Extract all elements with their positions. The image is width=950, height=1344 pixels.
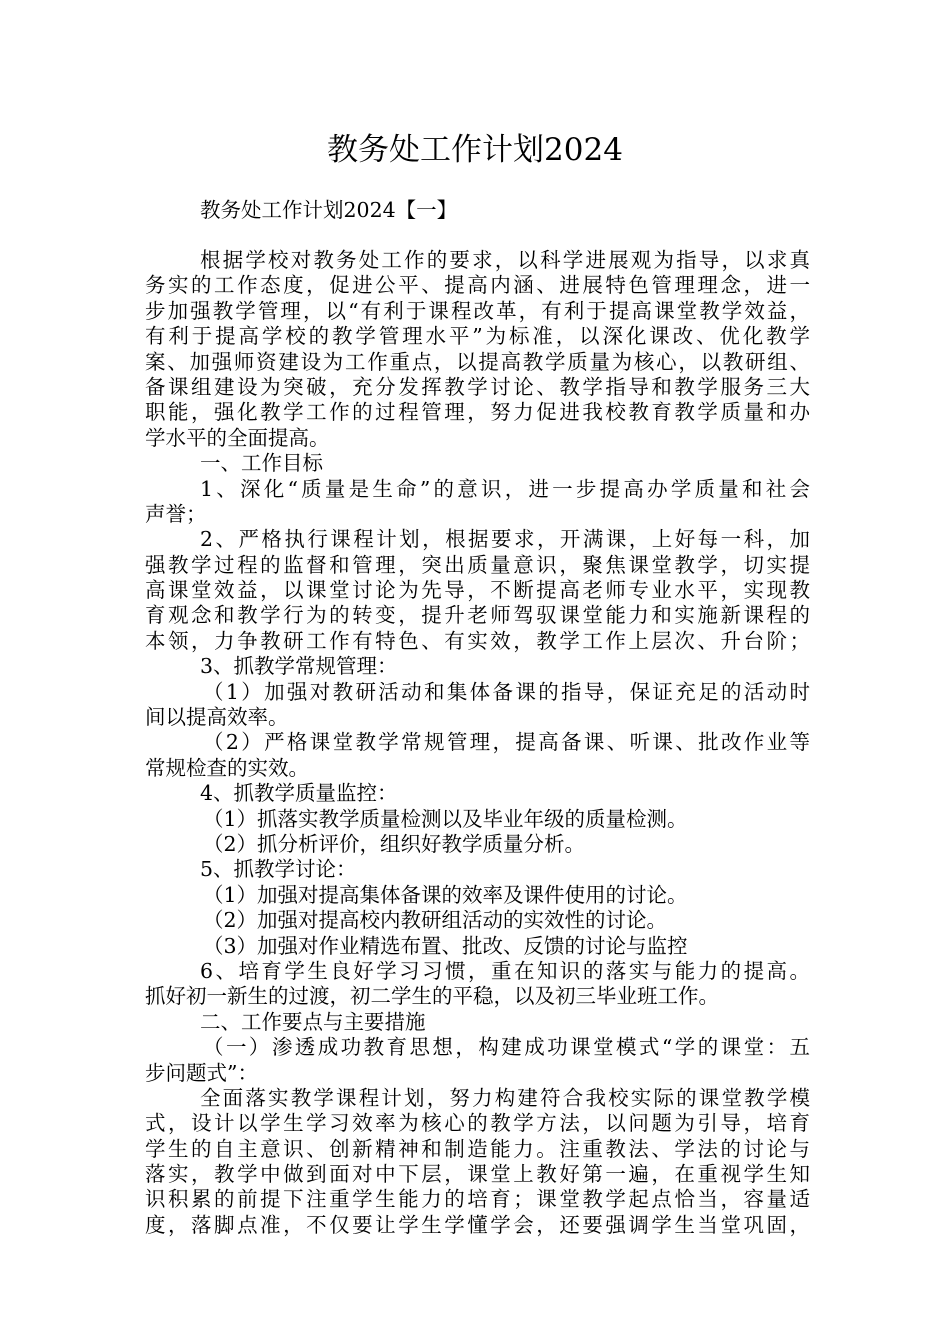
paragraph-line: 声誉；: [145, 501, 207, 526]
paragraph-line: 4、抓教学质量监控：: [200, 781, 398, 806]
paragraph-line: （3）加强对作业精选布置、批改、反馈的讨论与监控: [203, 933, 688, 958]
paragraph-line: 学水平的全面提高。: [145, 425, 330, 450]
paragraph-line: 3、抓教学常规管理：: [200, 654, 398, 679]
document-title: 教务处工作计划2024: [327, 132, 623, 168]
document-body: [145, 198, 810, 1238]
paragraph-line: 5、抓教学讨论：: [200, 857, 357, 882]
paragraph-line: 抓好初一新生的过渡，初二学生的平稳，以及初三毕业班工作。: [145, 984, 719, 1009]
document-subtitle: 教务处工作计划2024【一】: [200, 198, 458, 222]
paragraph-line: 强教学过程的监督和管理，突出质量意识，聚焦课堂教学，切实提: [145, 552, 810, 577]
paragraph-line: 1、深化“质量是生命”的意识，进一步提高办学质量和社会: [200, 476, 810, 501]
paragraph-line: 二、工作要点与主要措施: [200, 1009, 426, 1034]
paragraph-line: 步问题式”：: [145, 1060, 258, 1085]
paragraph-line: 育观念和教学行为的转变，提升老师驾驭课堂能力和实施新课程的: [145, 603, 810, 628]
paragraph-line: （一）渗透成功教育思想，构建成功课堂模式“学的课堂：五: [203, 1035, 810, 1060]
paragraph-line: 间以提高效率。: [145, 705, 289, 730]
paragraph-line: 度，落脚点准，不仅要让学生学懂学会，还要强调学生当堂巩固，: [145, 1212, 810, 1237]
paragraph-line: 有利于提高学校的教学管理水平”为标准，以深化课改、优化教学: [145, 324, 810, 349]
paragraph-line: 落实，教学中做到面对中下层，课堂上教好第一遍，在重视学生知: [145, 1162, 810, 1187]
paragraph-line: 根据学校对教务处工作的要求，以科学进展观为指导，以求真: [200, 248, 810, 272]
paragraph-line: 高课堂效益，以课堂讨论为先导，不断提高老师专业水平，实现教: [145, 578, 810, 603]
paragraph-line: （1）加强对提高集体备课的效率及课件使用的讨论。: [203, 882, 688, 907]
paragraph-line: （2）加强对提高校内教研组活动的实效性的讨论。: [203, 908, 668, 933]
paragraph-line: 本领，力争教研工作有特色、有实效，教学工作上层次、升台阶；: [145, 628, 810, 653]
paragraph-line: 6、培育学生良好学习习惯，重在知识的落实与能力的提高。: [200, 958, 810, 983]
paragraph-line: 学生的自主意识、创新精神和制造能力。注重教法、学法的讨论与: [145, 1136, 810, 1161]
paragraph-line: 全面落实教学课程计划，努力构建符合我校实际的课堂教学模: [200, 1085, 810, 1110]
paragraph-line: 备课组建设为突破，充分发挥教学讨论、教学指导和教学服务三大: [145, 374, 810, 399]
paragraph-line: （1）抓落实教学质量检测以及毕业年级的质量检测。: [203, 806, 688, 831]
paragraph-line: 常规检查的实效。: [145, 755, 309, 780]
paragraph-line: 务实的工作态度，促进公平、提高内涵、进展特色管理理念，进一: [145, 273, 810, 298]
paragraph-line: 式，设计以学生学习效率为核心的教学方法，以问题为引导，培育: [145, 1111, 810, 1136]
paragraph-line: 职能，强化教学工作的过程管理，努力促进我校教育教学质量和办: [145, 400, 810, 425]
paragraph-line: 一、工作目标: [200, 451, 323, 476]
paragraph-line: 步加强教学管理，以“有利于课程改革，有利于提高课堂教学效益，: [145, 298, 810, 323]
paragraph-line: （1）加强对教研活动和集体备课的指导，保证充足的活动时: [203, 679, 810, 704]
paragraph-line: （2）抓分析评价，组织好教学质量分析。: [203, 831, 586, 856]
paragraph-line: 2、严格执行课程计划，根据要求，开满课，上好每一科，加: [200, 527, 810, 552]
paragraph-line: 案、加强师资建设为工作重点，以提高教学质量为核心，以教研组、: [145, 349, 810, 374]
paragraph-line: （2）严格课堂教学常规管理，提高备课、听课、批改作业等: [203, 730, 810, 755]
paragraph-line: 识积累的前提下注重学生能力的培育；课堂教学起点恰当，容量适: [145, 1187, 810, 1212]
